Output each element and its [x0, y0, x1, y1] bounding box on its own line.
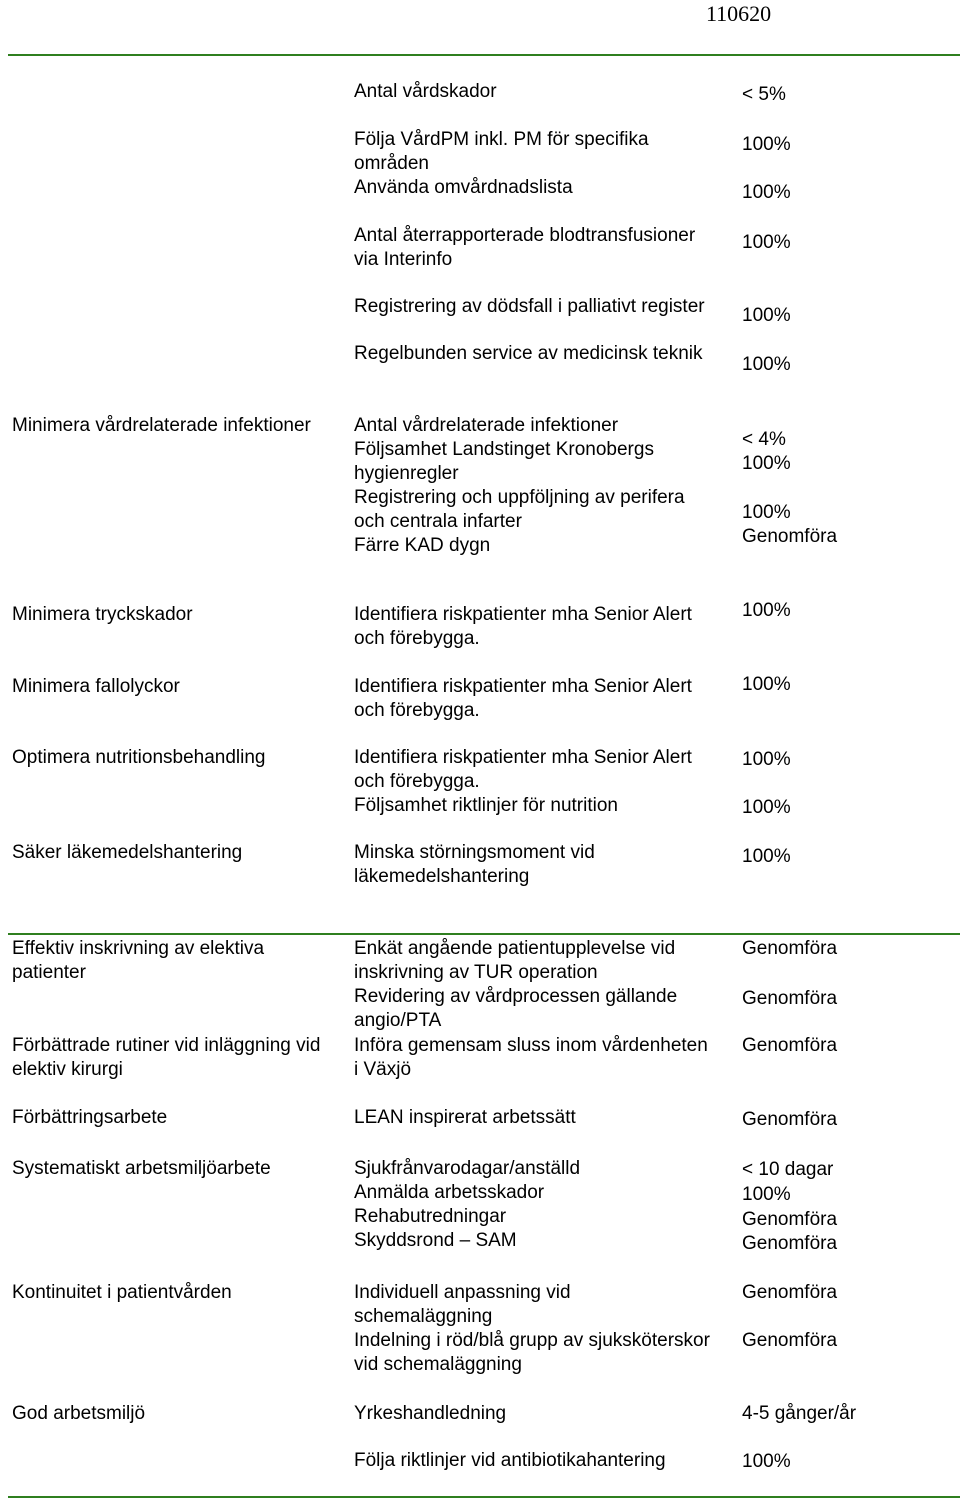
target-value: 100%: [742, 134, 791, 155]
goal-text: Minimera tryckskador: [12, 604, 193, 625]
goal-text: patienter: [12, 962, 86, 983]
measure-text: Antal återrapporterade blodtransfusioner: [354, 225, 696, 246]
measure-text: Regelbunden service av medicinsk teknik: [354, 343, 703, 364]
measure-text: Följsamhet riktlinjer för nutrition: [354, 795, 618, 816]
measure-text: Sjukfrånvarodagar/anställd: [354, 1158, 581, 1179]
goal-text: Säker läkemedelshantering: [12, 842, 243, 863]
target-value: 100%: [742, 600, 791, 621]
measure-text: Införa gemensam sluss inom vårdenheten: [354, 1035, 708, 1056]
measure-text: och förebygga.: [354, 771, 480, 792]
measure-text: och förebygga.: [354, 700, 480, 721]
measure-text: hygienregler: [354, 463, 459, 484]
measure-text: Identifiera riskpatienter mha Senior Alert: [354, 676, 692, 697]
measure-text: läkemedelshantering: [354, 866, 530, 887]
target-value: 100%: [742, 354, 791, 375]
target-value: 100%: [742, 502, 791, 523]
measure-text: Minska störningsmoment vid: [354, 842, 595, 863]
target-value: 100%: [742, 674, 791, 695]
measure-text: Följa VårdPM inkl. PM för specifika: [354, 129, 649, 150]
section-divider: [8, 54, 960, 56]
target-value: 100%: [742, 232, 791, 253]
goal-text: Kontinuitet i patientvården: [12, 1282, 232, 1303]
doc-number: 110620: [706, 1, 772, 26]
goal-text: Optimera nutritionsbehandling: [12, 747, 266, 768]
target-value: < 10 dagar: [742, 1159, 834, 1180]
measure-text: Antal vårdskador: [354, 81, 497, 102]
measure-text: Följa riktlinjer vid antibiotikahantering: [354, 1450, 666, 1471]
target-value: Genomföra: [742, 1330, 838, 1351]
measure-text: och centrala infarter: [354, 511, 522, 532]
measure-text: i Växjö: [354, 1059, 412, 1080]
measure-text: Antal vårdrelaterade infektioner: [354, 415, 619, 436]
goal-text: elektiv kirurgi: [12, 1059, 123, 1080]
goal-text: Systematiskt arbetsmiljöarbete: [12, 1158, 271, 1179]
target-value: 100%: [742, 453, 791, 474]
section-divider: [8, 933, 960, 935]
target-value: Genomföra: [742, 1035, 838, 1056]
target-value: 100%: [742, 1451, 791, 1472]
target-value: 100%: [742, 1184, 791, 1205]
target-value: Genomföra: [742, 1282, 838, 1303]
measure-text: via Interinfo: [354, 249, 453, 270]
measure-text: Rehabutredningar: [354, 1206, 507, 1227]
goal-text: Effektiv inskrivning av elektiva: [12, 938, 265, 959]
measure-text: Identifiera riskpatienter mha Senior Alert: [354, 604, 692, 625]
measure-text: angio/PTA: [354, 1010, 442, 1031]
measure-text: Registrering av dödsfall i palliativt register: [354, 296, 705, 317]
measure-text: områden: [354, 153, 429, 174]
target-value: 4-5 gånger/år: [742, 1403, 857, 1424]
measure-text: Enkät angående patientupplevelse vid: [354, 938, 676, 959]
target-value: 100%: [742, 182, 791, 203]
section-divider: [8, 1496, 960, 1498]
target-value: Genomföra: [742, 988, 838, 1009]
measure-text: Använda omvårdnadslista: [354, 177, 573, 198]
measure-text: Identifiera riskpatienter mha Senior Alert: [354, 747, 692, 768]
measure-text: Anmälda arbetsskador: [354, 1182, 545, 1203]
goal-text: Minimera vårdrelaterade infektioner: [12, 415, 311, 436]
target-value: Genomföra: [742, 1109, 838, 1130]
target-value: 100%: [742, 797, 791, 818]
goal-text: Förbättringsarbete: [12, 1107, 168, 1128]
target-value: < 5%: [742, 84, 786, 105]
target-value: Genomföra: [742, 938, 838, 959]
measure-text: och förebygga.: [354, 628, 480, 649]
measure-text: Registrering och uppföljning av perifera: [354, 487, 685, 508]
target-value: Genomföra: [742, 1233, 838, 1254]
measure-text: inskrivning av TUR operation: [354, 962, 598, 983]
target-value: Genomföra: [742, 1209, 838, 1230]
target-value: 100%: [742, 305, 791, 326]
measure-text: Revidering av vårdprocessen gällande: [354, 986, 678, 1007]
measure-text: LEAN inspirerat arbetssätt: [354, 1107, 576, 1128]
goal-text: God arbetsmiljö: [12, 1403, 146, 1424]
target-value: < 4%: [742, 429, 786, 450]
measure-text: Individuell anpassning vid: [354, 1282, 571, 1303]
goal-text: Minimera fallolyckor: [12, 676, 180, 697]
measure-text: Följsamhet Landstinget Kronobergs: [354, 439, 654, 460]
target-value: Genomföra: [742, 526, 838, 547]
target-value: 100%: [742, 749, 791, 770]
measure-text: Indelning i röd/blå grupp av sjuksköterskor: [354, 1330, 710, 1351]
measure-text: vid schemaläggning: [354, 1354, 522, 1375]
measure-text: Färre KAD dygn: [354, 535, 491, 556]
target-value: 100%: [742, 846, 791, 867]
measure-text: schemaläggning: [354, 1306, 493, 1327]
goal-text: Förbättrade rutiner vid inläggning vid: [12, 1035, 321, 1056]
measure-text: Yrkeshandledning: [354, 1403, 507, 1424]
measure-text: Skyddsrond – SAM: [354, 1230, 517, 1251]
